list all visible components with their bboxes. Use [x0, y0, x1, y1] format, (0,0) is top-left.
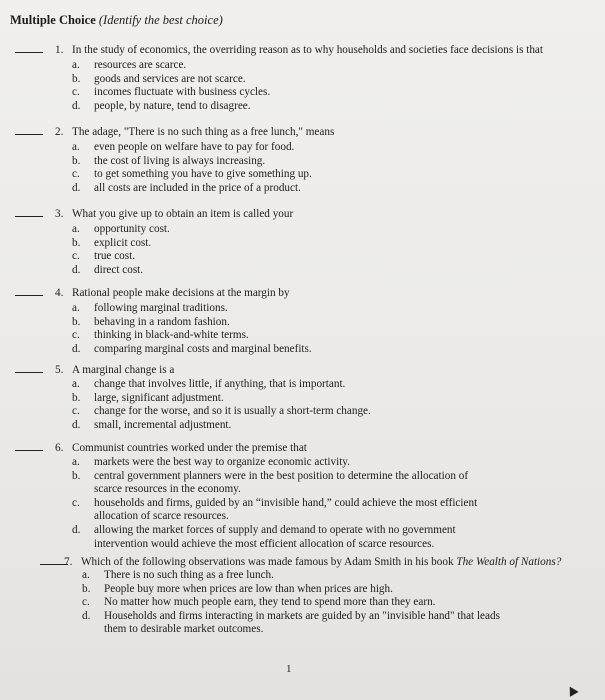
question-text: A marginal change is a: [72, 364, 175, 376]
option-d: d. people, by nature, tend to disagree.: [72, 99, 251, 112]
question-text: In the study of economics, the overriding reason as to why households and societies face decisions is that: [72, 44, 544, 56]
option-c: c. true cost.: [72, 250, 136, 263]
page-number: 1: [286, 663, 292, 675]
option-a: a. change that involves little, if anything, that is important.: [72, 378, 346, 390]
option-d: d. direct cost.: [72, 263, 144, 276]
option-b: b. the cost of living is always increasing.: [72, 154, 266, 167]
question-stem: [55, 44, 543, 58]
option-d: d. all costs are included in the price of a product.: [72, 181, 301, 194]
section-subtitle: (Identify the best choice): [98, 13, 223, 27]
question-text: The adage, "There is no such thing as a free lunch," means: [72, 126, 335, 138]
option-b: b. People buy more when prices are low than when prices are high.: [82, 582, 393, 595]
section-heading: [10, 13, 223, 28]
question-number: 7.: [64, 556, 73, 568]
section-title: Multiple Choice: [10, 13, 96, 27]
answer-blank-5[interactable]: [15, 372, 43, 373]
option-a: a. even people on welfare have to pay for food.: [72, 141, 295, 153]
options-list: [72, 59, 592, 113]
answer-blank-2[interactable]: [15, 134, 43, 135]
option-a: a. There is no such thing as a free lunch.: [82, 569, 274, 581]
question-text: What you give up to obtain an item is called your: [72, 208, 294, 220]
option-b: b. large, significant adjustment.: [72, 391, 224, 404]
option-c: c. households and firms, guided by an “invisible hand,” could achieve the most efficient allocation of scarce resources.: [72, 496, 478, 523]
option-a: a. following marginal traditions.: [72, 302, 228, 314]
question-stem: [55, 126, 334, 140]
question-text: Communist countries worked under the premise that: [72, 442, 307, 454]
question-stem: [55, 208, 293, 222]
option-c: c. to get something you have to give something up.: [72, 168, 312, 181]
question-number: 4.: [55, 287, 64, 299]
question-number: 6.: [55, 442, 64, 454]
option-a: a. resources are scarce.: [72, 59, 187, 71]
options-list: [72, 378, 592, 432]
option-c: c. No matter how much people earn, they tend to spend more than they earn.: [82, 596, 436, 609]
option-d: d. allowing the market forces of supply and demand to operate with no government intervention would achieve the most efficient allocation of scarce resources.: [72, 523, 456, 550]
mouse-pointer-icon: [565, 684, 578, 697]
question-text: Rational people make decisions at the margin by: [72, 287, 290, 299]
question-number: 1.: [55, 44, 64, 56]
options-list: [72, 456, 497, 551]
option-b: b. goods and services are not scarce.: [72, 72, 246, 85]
option-d: d. comparing marginal costs and marginal benefits.: [72, 342, 312, 355]
question-number: 5.: [55, 364, 64, 376]
question-stem: [55, 442, 307, 456]
answer-blank-1[interactable]: [15, 52, 43, 53]
question-stem: [64, 556, 561, 570]
question-number: 3.: [55, 208, 64, 220]
options-list: [82, 569, 502, 637]
answer-blank-6[interactable]: [15, 450, 43, 451]
options-list: [72, 141, 592, 195]
option-c: c. change for the worse, and so it is usually a short-term change.: [72, 405, 371, 418]
option-a: a. markets were the best way to organize economic activity.: [72, 456, 350, 468]
options-list: [72, 223, 592, 277]
option-c: c. thinking in black-and-white terms.: [72, 329, 249, 342]
book-title: The Wealth of Nations?: [456, 556, 562, 568]
question-stem: [55, 287, 290, 301]
answer-blank-4[interactable]: [15, 295, 43, 296]
option-b: b. central government planners were in the best position to determine the allocation of scarce resources in the economy.: [72, 469, 469, 496]
option-b: b. behaving in a random fashion.: [72, 315, 230, 328]
answer-blank-3[interactable]: [15, 216, 43, 217]
option-c: c. incomes fluctuate with business cycles.: [72, 86, 271, 99]
question-number: 2.: [55, 126, 64, 138]
option-d: d. Households and firms interacting in markets are guided by an "invisible hand" that leads them to desirable market outcomes.: [82, 609, 500, 636]
options-list: [72, 302, 592, 356]
option-d: d. small, incremental adjustment.: [72, 418, 232, 431]
option-b: b. explicit cost.: [72, 236, 152, 249]
option-a: a. opportunity cost.: [72, 223, 170, 235]
question-stem: [55, 364, 174, 378]
question-text: Which of the following observations was made famous by Adam Smith in his book: [81, 556, 454, 568]
